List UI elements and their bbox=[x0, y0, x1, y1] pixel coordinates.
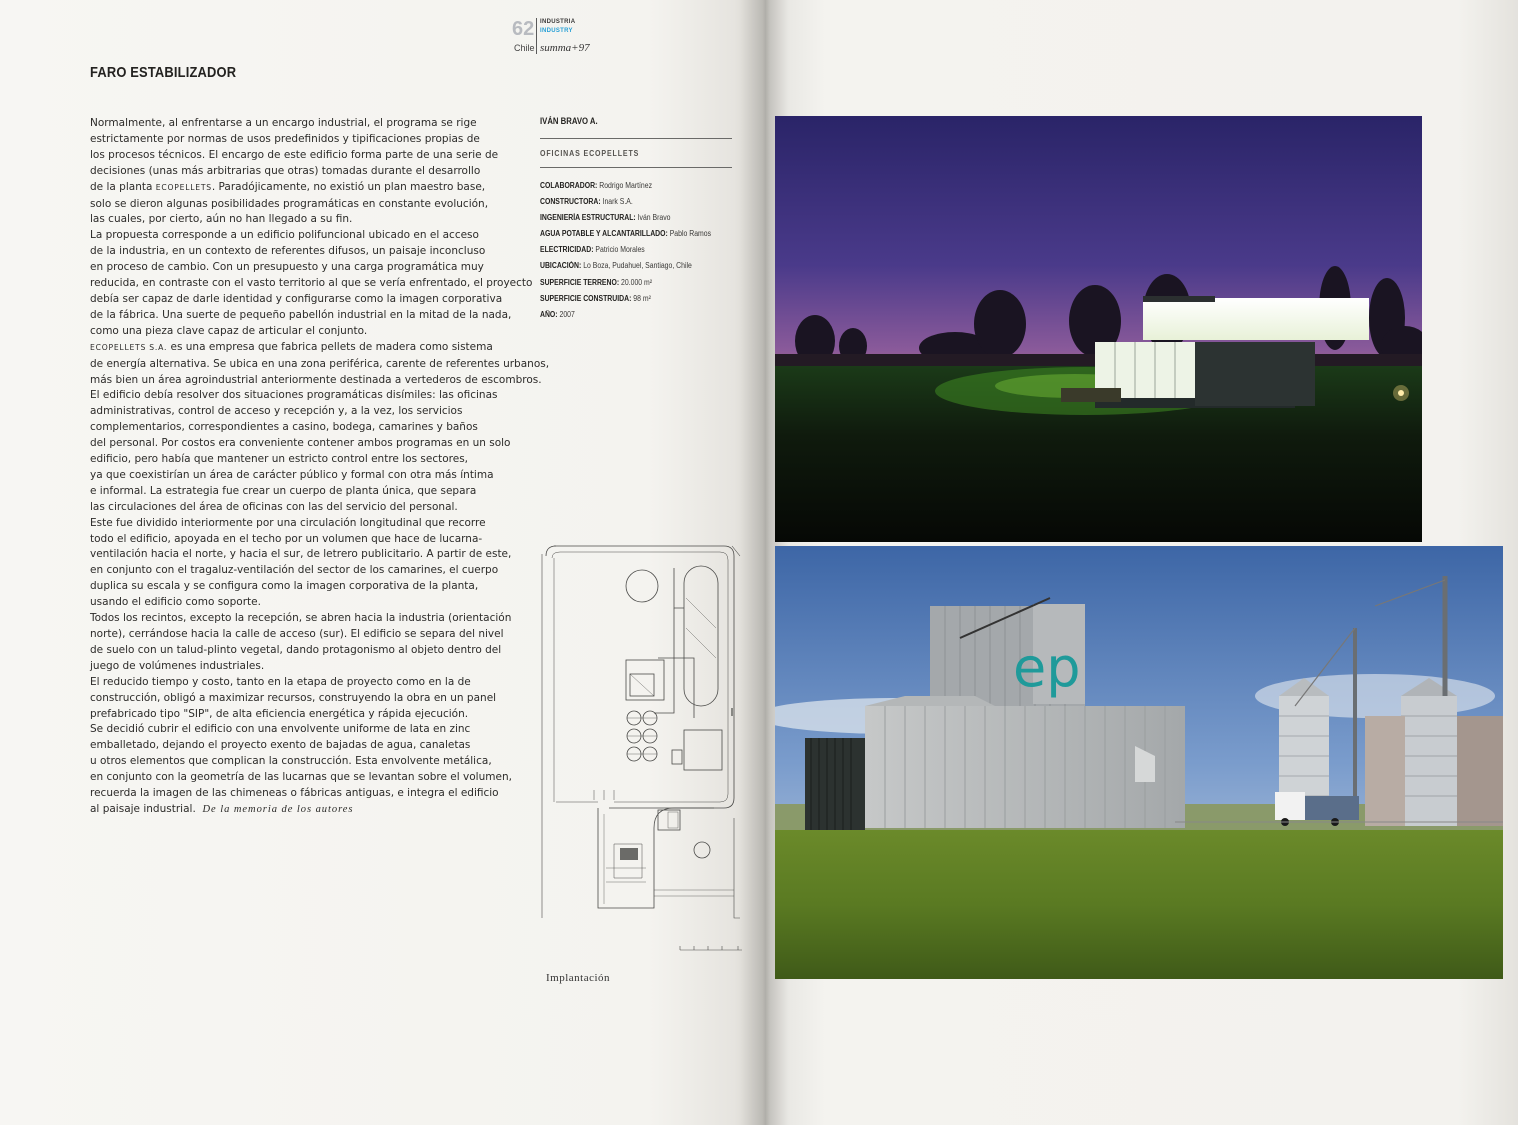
body-line: de la industria, en un contexto de referentes difusos, un paisaje inconcluso bbox=[90, 244, 486, 258]
credit-label: SUPERFICIE CONSTRUIDA: bbox=[540, 293, 632, 303]
section-label-es: INDUSTRIA bbox=[540, 19, 576, 25]
body-segment: . Paradójicamente, no existió un plan maestro base, bbox=[211, 179, 486, 193]
body-line: duplica su escala y se configura como la imagen corporativa de la planta, bbox=[90, 579, 479, 593]
source-attribution: De la memoria de los autores bbox=[202, 802, 354, 815]
credit-label: AÑO: bbox=[540, 309, 558, 319]
header-divider bbox=[536, 18, 537, 54]
credit-value: Iván Bravo bbox=[637, 213, 671, 223]
body-line: e informal. La estrategia fue crear un cuerpo de planta única, que separa bbox=[90, 483, 477, 497]
credit-row bbox=[540, 226, 712, 242]
body-line: ya que coexistirían un área de carácter público y formal con otra más íntima bbox=[90, 467, 494, 481]
body-line: Normalmente, al enfrentarse a un encargo industrial, el programa se rige bbox=[90, 116, 477, 129]
credit-row bbox=[540, 258, 705, 274]
credit-list bbox=[540, 178, 732, 323]
credit-value: Inark S.A. bbox=[602, 197, 633, 207]
building-signage: ep bbox=[1013, 636, 1081, 699]
body-line: de la fábrica. Una suerte de pequeño pabellón industrial en la mitad de la nada, bbox=[90, 307, 512, 321]
site-plan-svg bbox=[534, 538, 749, 958]
night-photo-svg bbox=[775, 116, 1422, 542]
credit-value: Patricio Morales bbox=[595, 245, 645, 255]
architect-name: IVÁN BRAVO A. bbox=[540, 116, 598, 126]
credit-label: UBICACIÓN: bbox=[540, 261, 582, 271]
article-body bbox=[90, 115, 550, 818]
photo-night-view bbox=[775, 116, 1422, 542]
credit-row bbox=[540, 178, 705, 194]
article-title: FARO ESTABILIZADOR bbox=[90, 64, 237, 81]
body-line: de suelo con un talud-plinto vegetal, dando protagonismo al objeto dentro del bbox=[90, 642, 502, 656]
body-line: El reducido tiempo y costo, tanto en la etapa de proyecto como en la de bbox=[90, 674, 471, 688]
body-line: los procesos técnicos. El encargo de este edificio forma parte de una serie de bbox=[90, 147, 499, 161]
body-line: u otros elementos que complican la construcción. Esta envolvente metálica, bbox=[90, 754, 492, 768]
body-line: recuerda la imagen de las chimeneas o fábricas antiguas, e integra el edificio bbox=[90, 786, 499, 800]
body-line: en conjunto con el tragaluz-ventilación del sector de los camarines, el cuerpo bbox=[90, 563, 499, 577]
credit-label: AGUA POTABLE Y ALCANTARILLADO: bbox=[540, 229, 668, 239]
body-line: construcción, obligó a maximizar recursos, construyendo la obra en un panel bbox=[90, 690, 497, 704]
body-line: debía ser capaz de darle identidad y configurarse como la imagen corporativa bbox=[90, 291, 503, 305]
credit-label: CONSTRUCTORA: bbox=[540, 197, 601, 207]
day-photo-svg bbox=[775, 546, 1503, 979]
credit-label: SUPERFICIE TERRENO: bbox=[540, 277, 620, 287]
credit-row bbox=[540, 242, 705, 258]
plan-caption: Implantación bbox=[546, 972, 611, 984]
credit-row bbox=[540, 307, 705, 323]
body-segment: de la planta bbox=[90, 179, 153, 193]
body-line: solo se dieron algunas posibilidades programáticas en constante evolución, bbox=[90, 196, 489, 210]
body-line: Se decidió cubrir el edificio con una envolvente uniforme de lata en zinc bbox=[90, 722, 471, 736]
body-line: emballetado, dejando el proyecto exento de bajadas de agua, canaletas bbox=[90, 738, 471, 752]
credit-label: COLABORADOR: bbox=[540, 181, 598, 190]
body-line: de energía alternativa. Se ubica en una zona periférica, carente de referentes urbanos, bbox=[90, 356, 550, 370]
body-line: usando el edificio como soporte. bbox=[90, 595, 261, 609]
body-segment: al paisaje industrial. bbox=[90, 801, 196, 815]
page-header bbox=[510, 18, 630, 58]
company-name-smallcaps: ECOPELLETS bbox=[155, 182, 212, 192]
country-label: Chile bbox=[514, 43, 535, 53]
body-line: estrictamente por normas de usos predefinidos y tipificaciones propias de bbox=[90, 131, 480, 145]
body-line: edificio, pero había que mantener un estricto control entre los sectores, bbox=[90, 452, 469, 466]
body-line bbox=[90, 801, 510, 818]
body-line: en conjunto con la geometría de las lucarnas que se levantan sobre el volumen, bbox=[90, 770, 512, 784]
site-plan-drawing bbox=[534, 538, 749, 958]
body-line: La propuesta corresponde a un edificio polifuncional ubicado en el acceso bbox=[90, 228, 479, 242]
body-line: en proceso de cambio. Con un presupuesto y una carga programática muy bbox=[90, 260, 484, 274]
body-line: más bien un área agroindustrial anteriormente destinada a vertederos de escombros. bbox=[90, 372, 542, 386]
credit-value: 20.000 m² bbox=[621, 277, 653, 287]
body-line bbox=[90, 339, 510, 356]
credit-value: 2007 bbox=[559, 309, 575, 319]
body-line: prefabricado tipo "SIP", de alta eficiencia energética y rápida ejecución. bbox=[90, 706, 469, 720]
credit-label: INGENIERÍA ESTRUCTURAL: bbox=[540, 213, 636, 223]
credit-value: Rodrigo Martínez bbox=[599, 181, 653, 190]
body-segment: es una empresa que fabrica pellets de madera como sistema bbox=[167, 339, 493, 353]
photo-day-view bbox=[775, 546, 1503, 979]
body-line: Este fue dividido interiormente por una circulación longitudinal que recorre bbox=[90, 515, 486, 529]
body-line: juego de volúmenes industriales. bbox=[90, 658, 265, 672]
credit-row bbox=[540, 275, 705, 291]
magazine-name: summa+97 bbox=[540, 42, 590, 54]
body-line bbox=[90, 179, 510, 196]
credit-label: ELECTRICIDAD: bbox=[540, 245, 594, 255]
credit-value: 98 m² bbox=[633, 293, 651, 303]
section-label-en: INDUSTRY bbox=[540, 28, 573, 34]
body-line: El edificio debía resolver dos situaciones programáticas disímiles: las oficinas bbox=[90, 388, 498, 402]
credits-divider bbox=[540, 138, 732, 139]
body-line: norte), cerrándose hacia la calle de acceso (sur). El edificio se separa del nivel bbox=[90, 627, 504, 640]
company-name-smallcaps: ECOPELLETS S.A. bbox=[90, 342, 168, 352]
credit-value: Lo Boza, Pudahuel, Santiago, Chile bbox=[583, 261, 692, 271]
body-line: administrativas, control de acceso y recepción y, a la vez, los servicios bbox=[90, 404, 463, 418]
page-number: 62 bbox=[512, 18, 535, 40]
credit-row bbox=[540, 194, 705, 210]
credit-row bbox=[540, 210, 705, 226]
credit-row bbox=[540, 291, 705, 307]
body-line: reducida, en contraste con el vasto territorio al que se vería enfrentado, el proyecto bbox=[90, 276, 533, 290]
body-line: como una pieza clave capaz de articular el conjunto. bbox=[90, 323, 368, 337]
body-line: complementarios, correspondientes a casino, bodega, camarines y baños bbox=[90, 420, 478, 434]
body-line: ventilación hacia el norte, y hacia el sur, de letrero publicitario. A partir de este, bbox=[90, 547, 512, 561]
body-line: del personal. Por costos era conveniente contener ambos programas en un solo bbox=[90, 436, 511, 450]
project-credits bbox=[540, 116, 732, 323]
body-line: todo el edificio, apoyada en el techo por un volumen que hace de lucarna- bbox=[90, 531, 483, 545]
credit-value: Pablo Ramos bbox=[669, 229, 712, 239]
project-name: OFICINAS ECOPELLETS bbox=[540, 149, 640, 158]
body-line: las cuales, por cierto, aún no han llegado a su fin. bbox=[90, 212, 353, 226]
body-line: las circulaciones del área de oficinas con las del servicio del personal. bbox=[90, 499, 458, 513]
body-line: Todos los recintos, excepto la recepción, se abren hacia la industria (orientación bbox=[90, 611, 512, 625]
credits-divider bbox=[540, 167, 732, 168]
body-line: decisiones (unas más arbitrarias que otras) tomadas durante el desarrollo bbox=[90, 163, 481, 177]
